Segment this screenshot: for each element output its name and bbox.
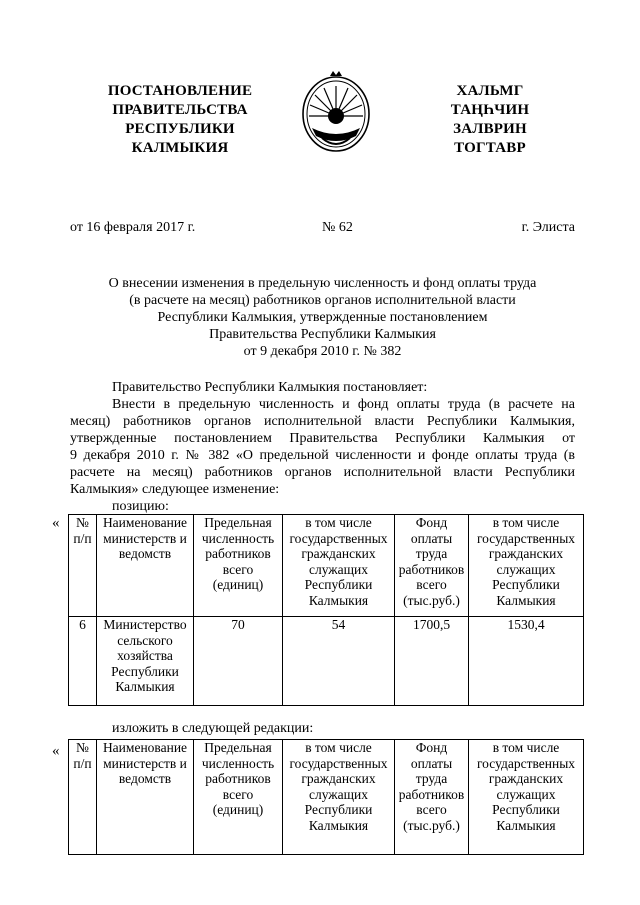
cell-line: гражданских	[301, 546, 376, 561]
title-line: Правительства Республики Калмыкия	[209, 327, 436, 342]
table-header-cell	[97, 515, 194, 617]
cell-line: всего	[222, 786, 254, 802]
table-header-cell	[283, 740, 395, 855]
cell-line: Наименование	[102, 515, 188, 530]
document-date: от 16 февраля 2017 г.	[70, 220, 196, 235]
cell-line: №	[76, 515, 89, 530]
paragraph-decree: Правительство Республики Калмыкия постановляет:	[112, 380, 428, 395]
cell-line: 1700,5	[412, 617, 451, 632]
cell-line: государственных	[289, 755, 388, 771]
cell-line: в том числе	[305, 740, 372, 755]
table-cell	[469, 617, 584, 706]
document-title	[70, 275, 575, 360]
table-row	[69, 740, 584, 855]
cell-line: 1530,4	[507, 617, 545, 632]
table-row	[69, 515, 584, 617]
quote-mark-1: «	[52, 515, 60, 531]
table-header-cell	[395, 515, 469, 617]
header-right-line: ХАЛЬМГ	[456, 83, 524, 99]
cell-line: (тыс.руб.)	[403, 592, 460, 608]
document-city: г. Элиста	[521, 220, 575, 235]
header-left-line: РЕСПУБЛИКИ	[125, 121, 235, 137]
cell-line: (единиц)	[212, 802, 264, 817]
cell-line: гражданских	[301, 771, 376, 786]
cell-line: государственных	[289, 530, 388, 546]
cell-line: №	[76, 740, 89, 755]
header-right-line: ЗАЛВРИН	[453, 121, 527, 137]
cell-line: (единиц)	[212, 577, 264, 592]
paragraph-line: утвержденные постановлением Правительства Республики Калмыкия от	[70, 431, 575, 446]
cell-line: работников	[205, 546, 271, 561]
cell-line: Республики	[492, 577, 560, 592]
cell-line: Министерство	[103, 617, 187, 632]
paragraph-amendment	[70, 396, 575, 498]
table-header-cell	[395, 740, 469, 855]
header-left	[90, 82, 270, 158]
cell-line: служащих	[309, 786, 368, 802]
table-row	[69, 617, 584, 706]
table-header-cell	[69, 515, 97, 617]
document-number: № 62	[322, 220, 353, 235]
cell-line: в том числе	[492, 740, 560, 755]
header-left-line: КАЛМЫКИЯ	[131, 140, 229, 156]
paragraph-position: позицию:	[112, 499, 169, 514]
cell-line: всего	[222, 561, 254, 577]
cell-line: Республики	[304, 802, 373, 817]
table-header-cell	[69, 740, 97, 855]
header-left-line: ПОСТАНОВЛЕНИЕ	[107, 83, 253, 99]
cell-line: 70	[231, 617, 245, 632]
cell-line: Калмыкия	[308, 592, 369, 608]
cell-line: Калмыкия	[496, 817, 556, 833]
header-left-line: ПРАВИТЕЛЬСТВА	[112, 102, 248, 118]
cell-line: Калмыкия	[308, 817, 369, 833]
cell-line: Калмыкия	[496, 592, 556, 608]
cell-line: государственных	[476, 755, 576, 771]
cell-line: 54	[331, 617, 346, 632]
header-right-line: ТОГТАВР	[454, 140, 526, 156]
cell-line: оплаты	[410, 530, 453, 546]
paragraph-line: Калмыкия» следующее изменение:	[70, 482, 280, 497]
document-dateline	[70, 220, 575, 238]
cell-line: Калмыкия	[115, 679, 175, 694]
cell-line: (тыс.руб.)	[403, 817, 460, 833]
table-header-cell	[469, 515, 584, 617]
cell-line: п/п	[73, 530, 92, 546]
table-header-cell	[97, 740, 194, 855]
cell-line: труда	[415, 546, 448, 561]
cell-line: Республики	[111, 663, 179, 679]
table-cell	[283, 617, 395, 706]
cell-line: государственных	[476, 530, 576, 546]
cell-line: оплаты	[410, 755, 453, 771]
cell-line: Фонд	[415, 515, 448, 530]
table-header-cell	[194, 515, 283, 617]
header-right	[430, 82, 550, 158]
cell-line: 6	[79, 617, 86, 632]
table-cell	[194, 617, 283, 706]
title-line: О внесении изменения в предельную численность и фонд оплаты труда	[108, 276, 537, 291]
cell-line: в том числе	[305, 515, 372, 530]
cell-line: хозяйства	[117, 648, 173, 663]
cell-line: работников	[398, 561, 465, 577]
table-header-cell	[469, 740, 584, 855]
cell-line: Наименование	[102, 740, 188, 755]
cell-line: министерств и	[103, 530, 187, 546]
title-line: от 9 декабря 2010 г. № 382	[243, 344, 402, 359]
header-right-line: ТАҢҺЧИН	[450, 102, 530, 118]
cell-line: служащих	[309, 561, 368, 577]
cell-line: гражданских	[488, 771, 564, 786]
cell-line: Предельная	[204, 515, 272, 530]
table-current-position	[68, 514, 584, 706]
cell-line: министерств и	[103, 755, 187, 771]
cell-line: гражданских	[488, 546, 564, 561]
cell-line: в том числе	[492, 515, 560, 530]
cell-line: численность	[201, 530, 275, 546]
cell-line: Республики	[304, 577, 373, 592]
kalmykia-emblem-icon	[300, 70, 372, 154]
cell-line: сельского	[117, 632, 173, 648]
cell-line: Республики	[492, 802, 560, 817]
cell-line: ведомств	[118, 771, 172, 786]
table-header-cell	[283, 515, 395, 617]
cell-line: всего	[416, 802, 447, 817]
cell-line: работников	[205, 771, 271, 786]
cell-line: работников	[398, 786, 465, 802]
table-cell	[69, 617, 97, 706]
cell-line: п/п	[73, 755, 92, 771]
cell-line: труда	[415, 771, 448, 786]
paragraph-new-edition: изложить в следующей редакции:	[112, 721, 314, 736]
paragraph-line: месяц) работников органов исполнительной власти Республики Калмыкия,	[70, 414, 575, 429]
paragraph-line: Внести в предельную численность и фонд оплаты труда (в расчете на	[112, 397, 575, 412]
cell-line: служащих	[496, 561, 556, 577]
paragraph-line: 9 декабря 2010 г. № 382 «О предельной численности и фонде оплаты труда (в	[70, 448, 575, 463]
cell-line: Фонд	[415, 740, 448, 755]
table-cell	[97, 617, 194, 706]
table-cell	[395, 617, 469, 706]
table-new-position	[68, 739, 584, 855]
paragraph-line: расчете на месяц) работников органов исполнительной власти Республики	[70, 465, 575, 480]
quote-mark-2: «	[52, 743, 60, 759]
cell-line: служащих	[496, 786, 556, 802]
cell-line: ведомств	[118, 546, 172, 561]
cell-line: всего	[416, 577, 447, 592]
title-line: Республики Калмыкия, утвержденные постановлением	[157, 310, 488, 325]
cell-line: Предельная	[204, 740, 272, 755]
cell-line: численность	[201, 755, 275, 771]
table-header-cell	[194, 740, 283, 855]
title-line: (в расчете на месяц) работников органов исполнительной власти	[129, 293, 516, 308]
